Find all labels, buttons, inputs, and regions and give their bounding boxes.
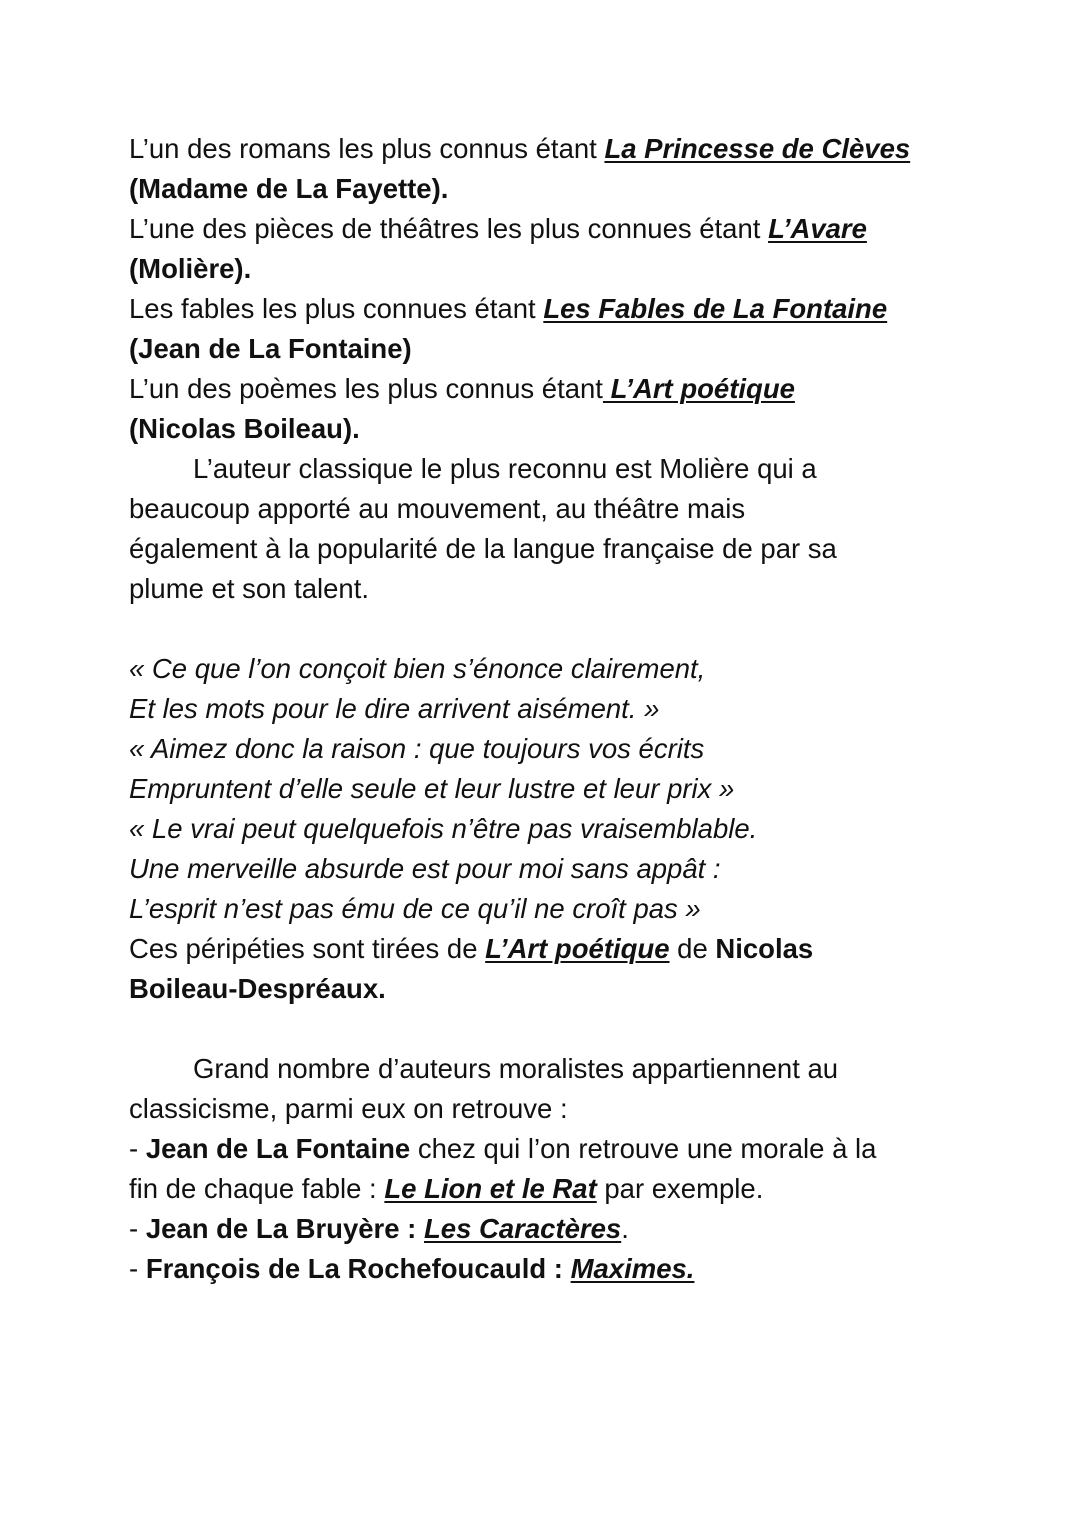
list-dash: - — [129, 1253, 146, 1284]
text-line: classicisme, parmi eux on retrouve : — [129, 1093, 568, 1124]
title-lavare: L’Avare — [768, 213, 867, 244]
quote-line: « Ce que l’on conçoit bien s’énonce clairement, — [129, 653, 706, 684]
text-line: L’auteur classique le plus reconnu est Molière qui a — [193, 453, 817, 484]
list-item — [129, 1129, 1029, 1169]
title-fables-la-fontaine: Les Fables de La Fontaine — [543, 293, 888, 324]
author-name: Jean de La Bruyère : — [145, 1213, 424, 1244]
quote-line: Et les mots pour le dire arrivent aisément. » — [129, 693, 660, 724]
text-span: de — [669, 933, 716, 964]
text-line — [129, 129, 1029, 169]
text-line: beaucoup apporté au mouvement, au théâtre mais — [129, 493, 746, 524]
quote-line: Empruntent d’elle seule et leur lustre et leur prix » — [129, 773, 735, 804]
title-art-poetique: L’Art poétique — [485, 933, 670, 964]
text-line: Grand nombre d’auteurs moralistes appartiennent au — [193, 1053, 839, 1084]
text-span: Les fables les plus connues étant — [129, 293, 544, 324]
text-line — [129, 209, 1029, 249]
text-span: par exemple. — [596, 1173, 764, 1204]
text-line — [129, 929, 1029, 969]
text-line: Boileau-Despréaux. — [129, 973, 386, 1004]
text-line: (Molière). — [129, 253, 252, 284]
list-item — [129, 1249, 1029, 1289]
paragraph-gap — [129, 609, 1029, 649]
text-line — [129, 289, 1029, 329]
list-dash: - — [129, 1133, 146, 1164]
text-line — [129, 1169, 1029, 1209]
text-line: (Jean de La Fontaine) — [129, 333, 412, 364]
text-span: L’un des romans les plus connus étant — [129, 133, 605, 164]
text-span: Ces péripéties sont tirées de — [129, 933, 486, 964]
quote-line: L’esprit n’est pas ému de ce qu’il ne croît pas » — [129, 893, 701, 924]
title-princesse-de-cleves: La Princesse de Clèves — [604, 133, 911, 164]
paragraph-gap — [129, 1009, 1029, 1049]
text-span: L’une des pièces de théâtres les plus connues étant — [129, 213, 769, 244]
text-span: . — [621, 1213, 629, 1244]
text-span: L’un des poèmes les plus connus étant — [129, 373, 603, 404]
text-line: (Nicolas Boileau). — [129, 413, 360, 444]
text-line: plume et son talent. — [129, 573, 370, 604]
text-line: également à la popularité de la langue française de par sa — [129, 533, 837, 564]
author-name: Nicolas — [715, 933, 814, 964]
quote-line: « Le vrai peut quelquefois n’être pas vraisemblable. — [129, 813, 758, 844]
document-page — [129, 129, 1029, 1289]
author-name: Jean de La Fontaine — [145, 1133, 411, 1164]
list-item — [129, 1209, 1029, 1249]
text-line: (Madame de La Fayette). — [129, 173, 449, 204]
quote-line: « Aimez donc la raison : que toujours vos écrits — [129, 733, 705, 764]
text-line — [129, 369, 1029, 409]
title-art-poetique: L’Art poétique — [602, 373, 795, 404]
author-name: François de La Rochefoucauld : — [145, 1253, 571, 1284]
list-dash: - — [129, 1213, 146, 1244]
text-span: fin de chaque fable : — [129, 1173, 385, 1204]
title-lion-et-rat: Le Lion et le Rat — [384, 1173, 597, 1204]
text-span: chez qui l’on retrouve une morale à la — [410, 1133, 877, 1164]
quote-line: Une merveille absurde est pour moi sans appât : — [129, 853, 721, 884]
title-maximes: Maximes. — [570, 1253, 695, 1284]
title-les-caracteres: Les Caractères — [423, 1213, 622, 1244]
